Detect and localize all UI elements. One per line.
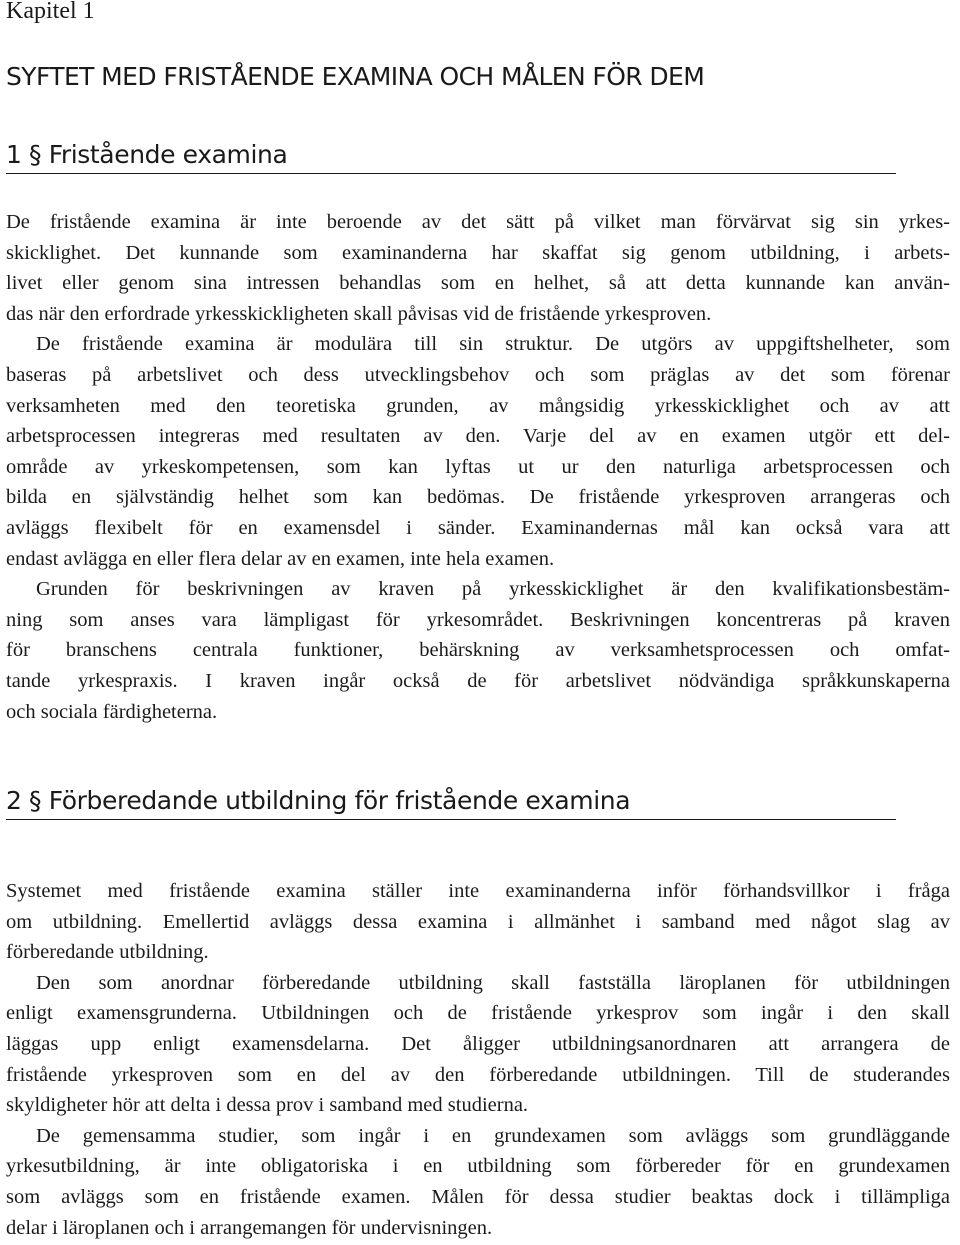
body-line: bilda en självständig helhet som kan bedömas. De fristående yrkesproven arrangeras och <box>6 486 950 509</box>
body-line: De gemensamma studier, som ingår i en grundexamen som avläggs som grundläggande <box>36 1124 950 1147</box>
chapter-title: SYFTET MED FRISTÅENDE EXAMINA OCH MÅLEN FÖR DEM <box>6 62 705 91</box>
body-line: baseras på arbetslivet och dess utvecklingsbehov och som präglas av det som förenar <box>6 363 950 386</box>
body-line: verksamheten med den teoretiska grunden, av mångsidig yrkesskicklighet och av att <box>6 394 950 417</box>
body-line: om utbildning. Emellertid avläggs dessa examina i allmänhet i samband med något slag av <box>6 910 950 933</box>
body-line: enligt examensgrunderna. Utbildningen och de fristående yrkesprov som ingår i den skall <box>6 1002 950 1025</box>
body-line: ning som anses vara lämpligast för yrkesområdet. Beskrivningen koncentreras på kraven <box>6 608 950 631</box>
section-body-1 <box>6 207 950 727</box>
body-line: fristående yrkesproven som en del av den förberedande utbildningen. Till de studerandes <box>6 1063 950 1086</box>
body-line: tande yrkespraxis. I kraven ingår också de för arbetslivet nödvändiga språkkunskaperna <box>6 669 950 692</box>
body-line: endast avlägga en eller flera delar av en examen, inte hela examen. <box>6 547 555 570</box>
body-line: som avläggs som en fristående examen. Målen för dessa studier beaktas dock i tillämpliga <box>6 1185 950 1208</box>
body-line: skicklighet. Det kunnande som examinanderna har skaffat sig genom utbildning, i arbets- <box>6 241 950 264</box>
body-line: område av yrkeskompetensen, som kan lyftas ut ur den naturliga arbetsprocessen och <box>6 455 950 478</box>
body-line: avläggs flexibelt för en examensdel i sänder. Examinandernas mål kan också vara att <box>6 516 950 539</box>
body-line: arbetsprocessen integreras med resultaten av den. Varje del av en examen utgör ett del- <box>6 425 950 448</box>
body-line: delar i läroplanen och i arrangemangen för undervisningen. <box>6 1216 493 1239</box>
body-line: das när den erfordrade yrkesskickligheten skall påvisas vid de fristående yrkesproven. <box>6 302 712 325</box>
body-line: skyldigheter hör att delta i dessa prov i samband med studierna. <box>6 1094 529 1117</box>
body-line: De fristående examina är modulära till sin struktur. De utgörs av uppgiftshelheter, som <box>36 333 950 356</box>
body-line: förberedande utbildning. <box>6 941 209 964</box>
body-line: läggas upp enligt examensdelarna. Det åligger utbildningsanordnaren att arrangera de <box>6 1032 950 1055</box>
chapter-label: Kapitel 1 <box>6 0 95 24</box>
body-line: De fristående examina är inte beroende av det sätt på vilket man förvärvat sig sin yrkes- <box>6 211 950 233</box>
body-line: yrkesutbildning, är inte obligatoriska i en utbildning som förbereder för en grundexamen <box>6 1155 950 1178</box>
section-heading-1: 1 § Fristående examina <box>6 138 896 174</box>
body-line: för branschens centrala funktioner, behärskning av verksamhetsprocessen och omfat- <box>6 639 950 662</box>
body-line: och sociala färdigheterna. <box>6 700 218 723</box>
section-heading-2: 2 § Förberedande utbildning för fristående examina <box>6 784 896 820</box>
body-line: Den som anordnar förberedande utbildning skall fastställa läroplanen för utbildningen <box>36 971 950 994</box>
section-body-2 <box>6 876 950 1243</box>
body-line: Systemet med fristående examina ställer inte examinanderna inför förhandsvillkor i fråga <box>6 880 950 902</box>
body-line: Grunden för beskrivningen av kraven på yrkesskicklighet är den kvalifikationsbestäm- <box>36 578 950 601</box>
body-line: livet eller genom sina intressen behandlas som en helhet, så att detta kunnande kan använ- <box>6 272 950 295</box>
